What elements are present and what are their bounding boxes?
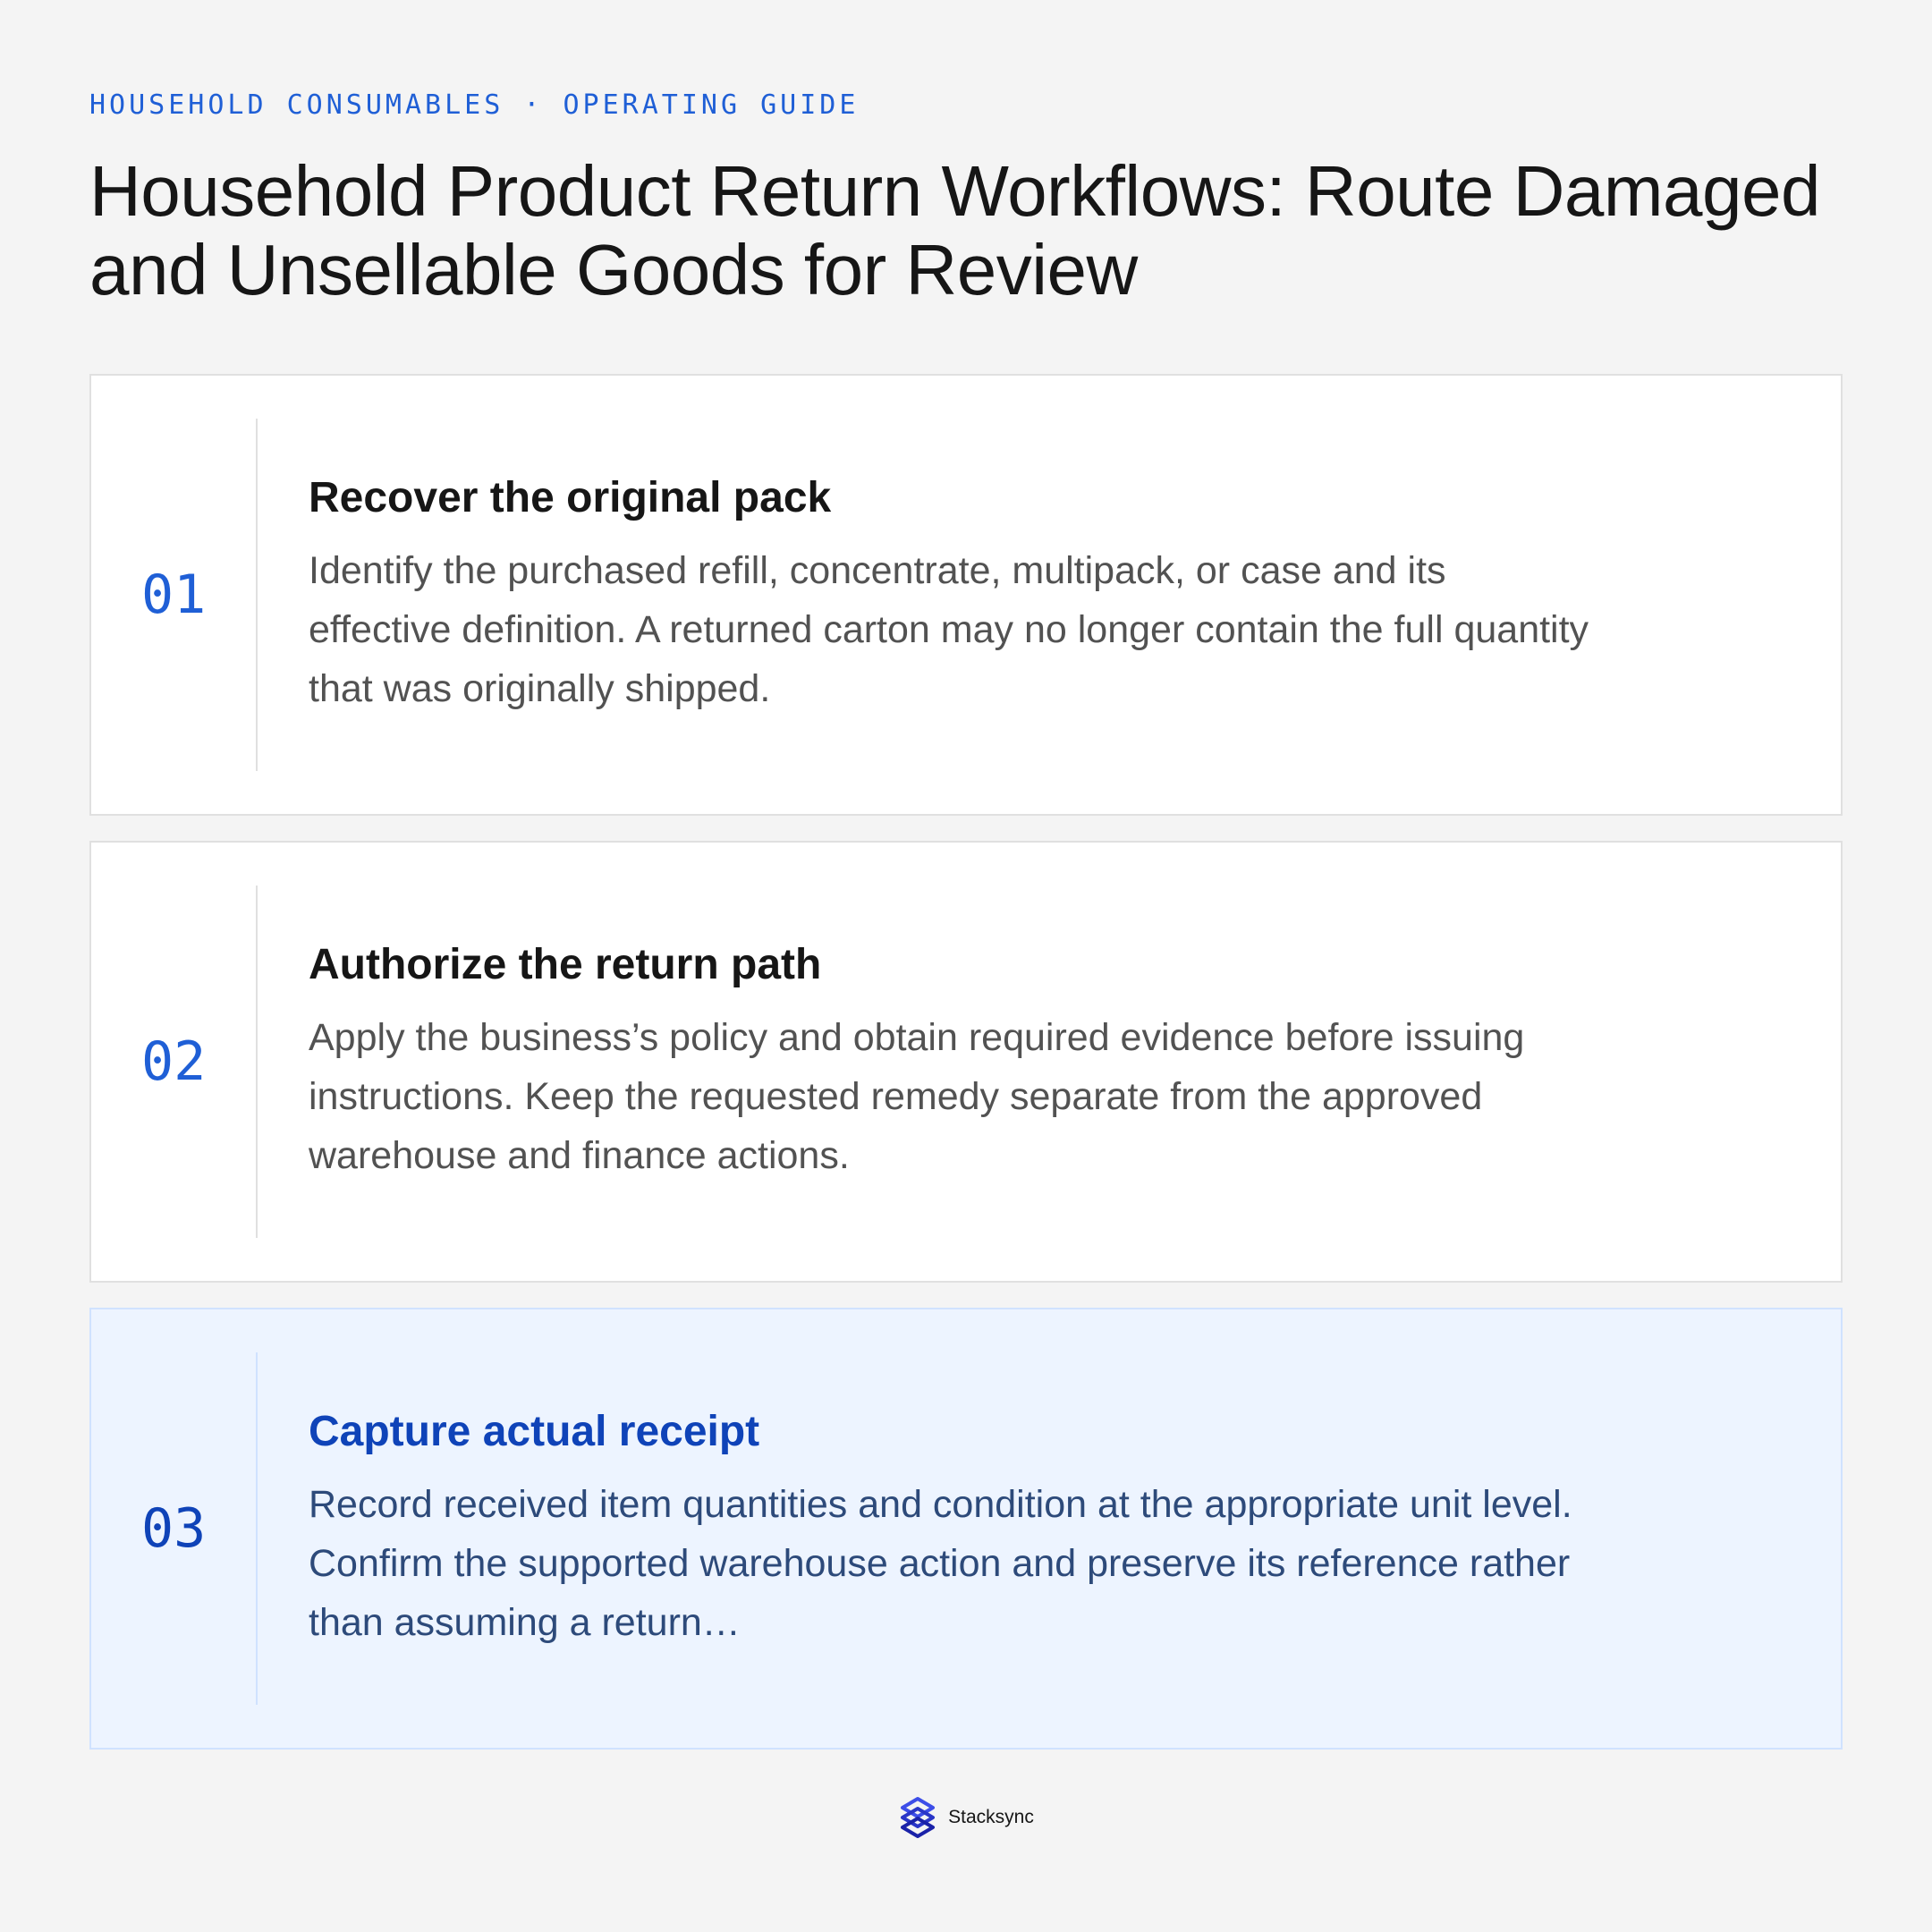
step-card-3 xyxy=(89,1308,1843,1750)
step-card-1 xyxy=(89,374,1843,816)
step-title: Recover the original pack xyxy=(309,474,832,521)
page-title: Household Product Return Workflows: Route Damaged and Unsellable Goods for Review xyxy=(89,151,1820,309)
step-description: Identify the purchased refill, concentrate, multipack, or case and its effective definition. A returned carton may no longer contain the full quantity that was originally shipped. xyxy=(309,549,1589,710)
step-title: Capture actual receipt xyxy=(309,1408,760,1455)
step-divider xyxy=(256,419,258,771)
step-number: 01 xyxy=(141,564,207,626)
footer-brand xyxy=(0,1796,1932,1839)
stacksync-logo-icon xyxy=(898,1796,937,1839)
step-content xyxy=(309,376,1597,814)
step-divider xyxy=(256,1352,258,1705)
page-eyebrow: HOUSEHOLD CONSUMABLES · OPERATING GUIDE xyxy=(89,89,860,121)
step-content xyxy=(309,1309,1597,1748)
brand-name: Stacksync xyxy=(948,1807,1034,1827)
step-description: Record received item quantities and condition at the appropriate unit level. Confirm the supported warehouse action and preserve its reference rather than assuming a return… xyxy=(309,1483,1572,1644)
step-card-2 xyxy=(89,841,1843,1283)
step-description: Apply the business’s policy and obtain required evidence before issuing instructions. Keep the requested remedy separate from the approved warehouse and finance actions. xyxy=(309,1016,1525,1177)
step-title: Authorize the return path xyxy=(309,941,822,988)
step-number: 02 xyxy=(141,1030,207,1093)
step-number: 03 xyxy=(141,1497,207,1560)
step-content xyxy=(309,843,1597,1281)
steps-list xyxy=(89,374,1843,1775)
step-divider xyxy=(256,886,258,1238)
